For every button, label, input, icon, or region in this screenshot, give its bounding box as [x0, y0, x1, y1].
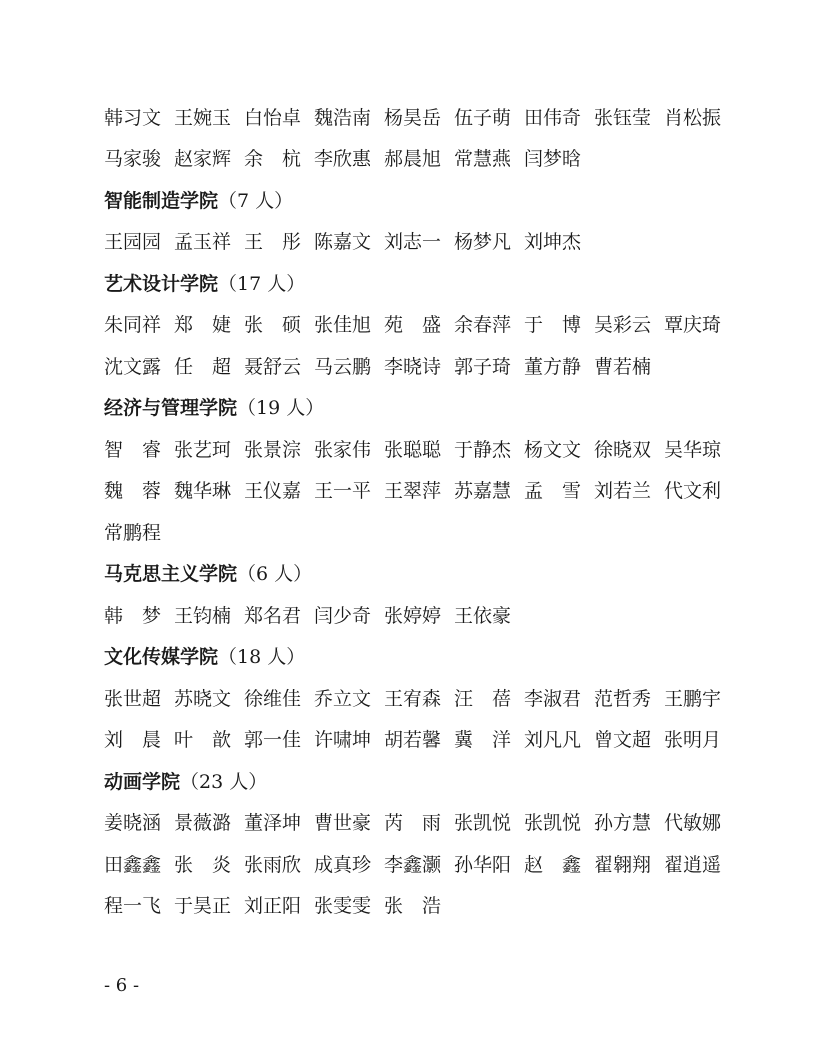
- person-name: 韩 梦: [104, 604, 162, 627]
- person-name: 任 超: [174, 355, 232, 378]
- person-name: 张 硕: [244, 314, 302, 336]
- person-name: 代文利: [664, 480, 722, 502]
- name-row: [104, 682, 734, 712]
- person-name: 孟 雪: [524, 480, 582, 502]
- person-name: 张凯悦: [524, 812, 582, 834]
- section-count: （19 人）: [237, 397, 325, 419]
- person-name: 于静杰: [454, 438, 512, 461]
- section-title: 智能制造学院: [104, 189, 219, 212]
- person-name: 姜晓涵: [104, 812, 162, 834]
- person-name: 汪 蓓: [454, 687, 512, 710]
- person-name: 吴华琼: [664, 438, 722, 461]
- person-name: 成真珍: [314, 853, 372, 876]
- person-name: 郭一佳: [244, 729, 302, 751]
- person-name: 张聪聪: [384, 438, 442, 461]
- person-name: 张佳旭: [314, 314, 372, 336]
- person-name: 张艺珂: [174, 438, 232, 461]
- person-name: 田鑫鑫: [104, 853, 162, 876]
- person-name: 张世超: [104, 687, 162, 710]
- person-name: 白怡卓: [244, 106, 302, 129]
- person-name: 苏晓文: [174, 687, 232, 710]
- name-row: [104, 101, 734, 131]
- person-name: 王仪嘉: [244, 480, 302, 502]
- person-name: 王一平: [314, 480, 372, 502]
- person-name: 王鹏宇: [664, 687, 722, 710]
- person-name: 张凯悦: [454, 812, 512, 834]
- name-row: [104, 475, 734, 505]
- person-name: 曹世豪: [314, 812, 372, 834]
- person-name: 冀 洋: [454, 729, 512, 751]
- person-name: 李欣惠: [314, 148, 372, 170]
- section-title: 马克思主义学院: [104, 563, 238, 585]
- person-name: 闫梦晗: [524, 148, 582, 170]
- person-name: 李鑫灏: [384, 853, 442, 876]
- person-name: 郑 婕: [174, 314, 232, 336]
- section-heading: [104, 641, 305, 671]
- person-name: 张雯雯: [314, 895, 372, 917]
- person-name: 魏 蓉: [104, 480, 162, 502]
- person-name: 孙方慧: [594, 812, 652, 834]
- person-name: 沈文露: [104, 355, 162, 378]
- person-name: 杨梦凡: [454, 231, 512, 253]
- section-count: （17 人）: [218, 272, 306, 295]
- section-title: 文化传媒学院: [104, 646, 219, 668]
- person-name: 李晓诗: [384, 355, 442, 378]
- name-row: [104, 433, 734, 463]
- person-name: 郝晨旭: [384, 148, 442, 170]
- person-name: 伍子萌: [454, 106, 512, 129]
- person-name: 李淑君: [524, 687, 582, 710]
- person-name: 张钰莹: [594, 106, 652, 129]
- person-name: 覃庆琦: [664, 314, 722, 336]
- person-name: 魏华琳: [174, 480, 232, 502]
- person-name: 翟逍遥: [664, 853, 722, 876]
- person-name: 马家骏: [104, 148, 162, 170]
- person-name: 范哲秀: [594, 687, 652, 710]
- name-row: [104, 890, 454, 920]
- page-number: - 6 -: [104, 975, 140, 996]
- person-name: 徐维佳: [244, 687, 302, 710]
- person-name: 王 彤: [244, 231, 302, 253]
- person-name: 代敏娜: [664, 812, 722, 834]
- person-name: 徐晓双: [594, 438, 652, 461]
- name-row: [104, 724, 734, 754]
- person-name: 郑名君: [244, 604, 302, 627]
- person-name: 胡若馨: [384, 729, 442, 751]
- person-name: 王依豪: [454, 604, 512, 627]
- person-name: 田伟奇: [524, 106, 582, 129]
- person-name: 马云鹏: [314, 355, 372, 378]
- section-count: （23 人）: [180, 770, 268, 793]
- person-name: 魏浩南: [314, 106, 372, 129]
- person-name: 刘凡凡: [524, 729, 582, 751]
- person-name: 孙华阳: [454, 853, 512, 876]
- name-row: [104, 309, 734, 339]
- person-name: 朱同祥: [104, 314, 162, 336]
- section-heading: [104, 558, 312, 588]
- person-name: 刘若兰: [594, 480, 652, 502]
- person-name: 景薇潞: [174, 812, 232, 834]
- person-name: 翟翱翔: [594, 853, 652, 876]
- section-title: 动画学院: [104, 770, 181, 793]
- person-name: 杨文文: [524, 438, 582, 461]
- person-name: 赵 鑫: [524, 853, 582, 876]
- person-name: 叶 歆: [174, 729, 232, 751]
- person-name: 聂舒云: [244, 355, 302, 378]
- section-count: （7 人）: [218, 189, 294, 212]
- person-name: 余 杭: [244, 148, 302, 170]
- person-name: 郭子琦: [454, 355, 512, 378]
- person-name: 闫少奇: [314, 604, 372, 627]
- person-name: 孟玉祥: [174, 231, 232, 253]
- person-name: 刘 晨: [104, 729, 162, 751]
- person-name: 于昊正: [174, 895, 232, 917]
- person-name: 王翠萍: [384, 480, 442, 502]
- person-name: 王钧楠: [174, 604, 232, 627]
- person-name: 吴彩云: [594, 314, 652, 336]
- section-heading: [104, 267, 305, 297]
- name-row: [104, 807, 734, 837]
- name-row: [104, 226, 594, 256]
- person-name: 张景淙: [244, 438, 302, 461]
- person-name: 芮 雨: [384, 812, 442, 834]
- name-row: [104, 599, 524, 629]
- person-name: 杨昊岳: [384, 106, 442, 129]
- person-name: 智 睿: [104, 438, 162, 461]
- section-heading: [104, 765, 267, 795]
- person-name: 许啸坤: [314, 729, 372, 751]
- section-title: 经济与管理学院: [104, 397, 238, 419]
- section-heading: [104, 184, 293, 214]
- person-name: 肖松振: [664, 106, 722, 129]
- person-name: 程一飞: [104, 895, 162, 917]
- person-name: 董泽坤: [244, 812, 302, 834]
- person-name: 刘正阳: [244, 895, 302, 917]
- section-count: （6 人）: [237, 563, 313, 585]
- name-row: [104, 848, 734, 878]
- person-name: 韩习文: [104, 106, 162, 129]
- section-heading: [104, 392, 324, 422]
- name-row: [104, 143, 594, 173]
- person-name: 曾文超: [594, 729, 652, 751]
- person-name: 王园园: [104, 231, 162, 253]
- person-name: 张雨欣: [244, 853, 302, 876]
- person-name: 张婷婷: [384, 604, 442, 627]
- section-title: 艺术设计学院: [104, 272, 219, 295]
- person-name: 张 炎: [174, 853, 232, 876]
- person-name: 王宥森: [384, 687, 442, 710]
- person-name: 张 浩: [384, 895, 442, 917]
- person-name: 董方静: [524, 355, 582, 378]
- section-count: （18 人）: [218, 646, 306, 668]
- person-name: 陈嘉文: [314, 231, 372, 253]
- person-name: 张家伟: [314, 438, 372, 461]
- person-name: 常慧燕: [454, 148, 512, 170]
- person-name: 乔立文: [314, 687, 372, 710]
- name-row: [104, 350, 664, 380]
- person-name: 曹若楠: [594, 355, 652, 378]
- person-name: 张明月: [664, 729, 722, 751]
- person-name: 刘坤杰: [524, 231, 582, 253]
- person-name: 刘志一: [384, 231, 442, 253]
- person-name: 王婉玉: [174, 106, 232, 129]
- name-row: [104, 516, 174, 546]
- person-name: 苑 盛: [384, 314, 442, 336]
- person-name: 余春萍: [454, 314, 512, 336]
- person-name: 赵家辉: [174, 148, 232, 170]
- person-name: 苏嘉慧: [454, 480, 512, 502]
- person-name: 于 博: [524, 314, 582, 336]
- person-name: 常鹏程: [104, 521, 162, 544]
